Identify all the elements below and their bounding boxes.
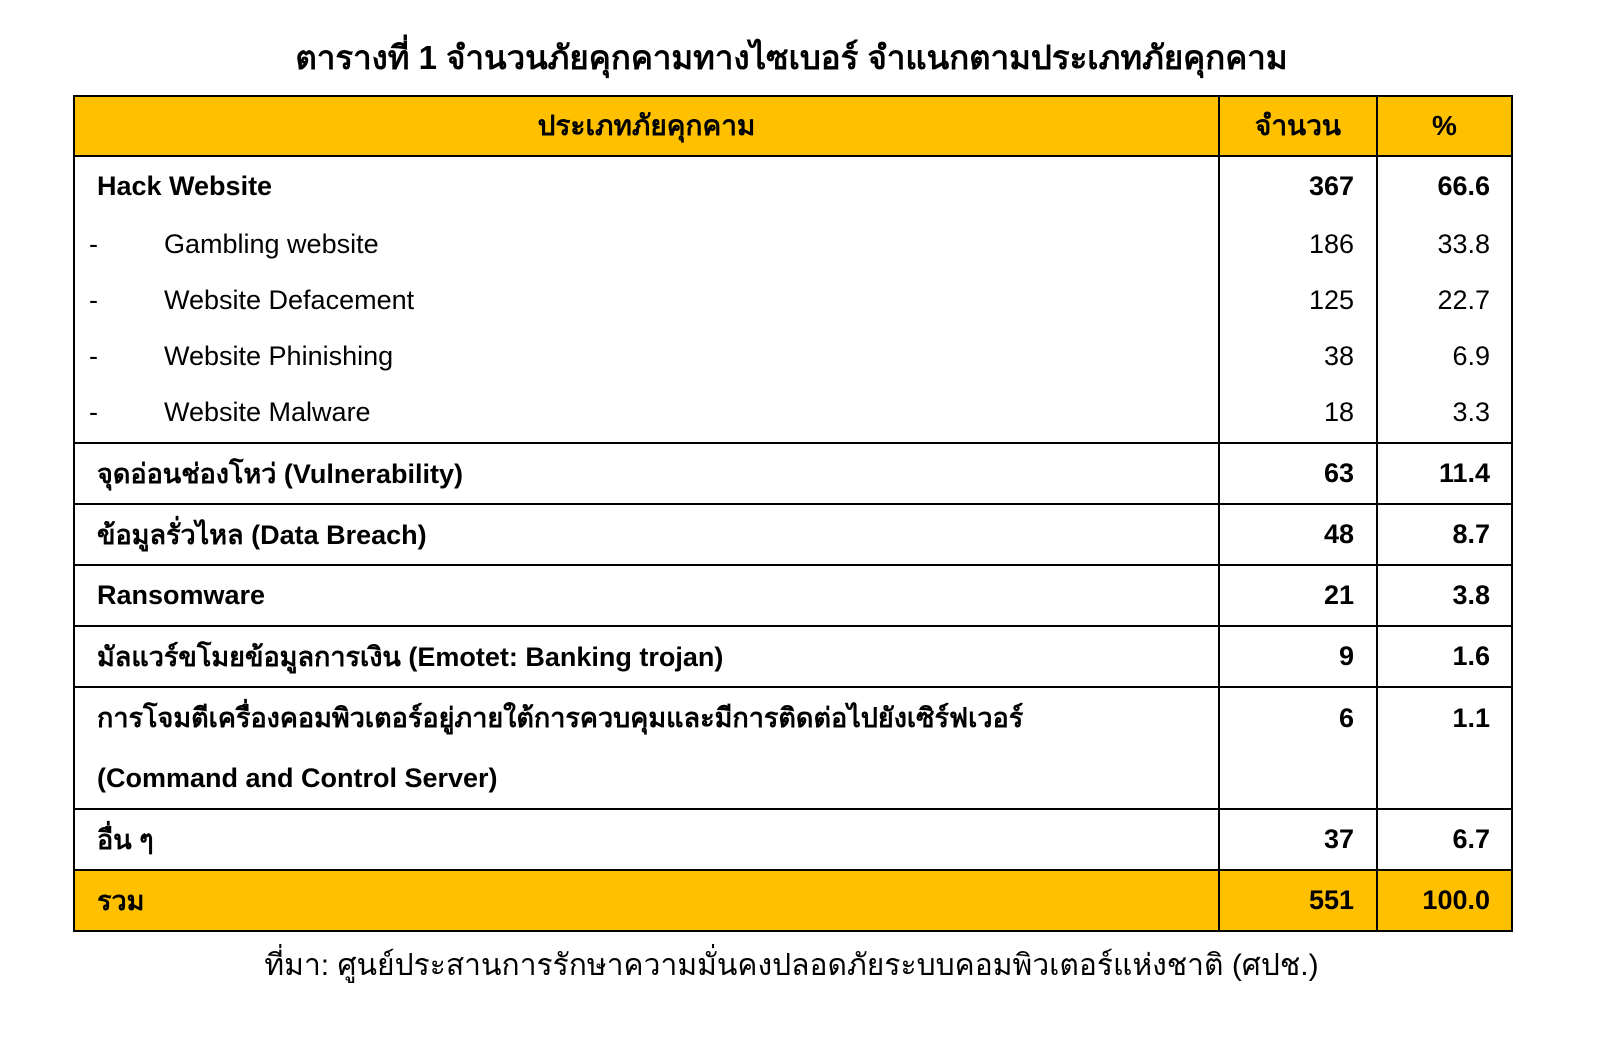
- row-count: 21: [1219, 565, 1377, 626]
- bullet-dash: -: [89, 228, 98, 259]
- row-count: 6: [1219, 687, 1377, 809]
- row-percent: 33.8: [1377, 216, 1512, 272]
- table-title: ตารางที่ 1 จำนวนภัยคุกคามทางไซเบอร์ จำแนกตามประเภทภัยคุกคาม: [295, 39, 1288, 76]
- row-count: 125: [1219, 272, 1377, 328]
- row-count: 63: [1219, 443, 1377, 504]
- total-count: 551: [1219, 870, 1377, 931]
- bullet-dash: -: [89, 284, 98, 315]
- total-row: [74, 870, 1512, 931]
- row-percent: 11.4: [1377, 443, 1512, 504]
- row-label: อื่น ๆ: [74, 809, 1219, 870]
- header-threat-type: ประเภทภัยคุกคาม: [74, 96, 1219, 156]
- threat-table: [73, 95, 1513, 932]
- row-label: จุดอ่อนช่องโหว่ (Vulnerability): [74, 443, 1219, 504]
- subrow-label: Website Phinishing: [164, 340, 394, 371]
- row-count: 38: [1219, 328, 1377, 384]
- row-count: 186: [1219, 216, 1377, 272]
- table-subrow: [74, 328, 1512, 384]
- table-row: [74, 809, 1512, 870]
- table-row: [74, 626, 1512, 687]
- row-label-line-1: การโจมตีเครื่องคอมพิวเตอร์อยู่ภายใต้การควบคุมและมีการติดต่อไปยังเซิร์ฟเวอร์: [97, 703, 1024, 733]
- table-row: [74, 156, 1512, 216]
- row-percent: 1.1: [1377, 687, 1512, 809]
- row-percent: 3.3: [1377, 384, 1512, 443]
- row-count: 18: [1219, 384, 1377, 443]
- total-percent: 100.0: [1377, 870, 1512, 931]
- table-subrow: [74, 272, 1512, 328]
- row-label: ข้อมูลรั่วไหล (Data Breach): [74, 504, 1219, 565]
- row-percent: 6.7: [1377, 809, 1512, 870]
- row-count: 37: [1219, 809, 1377, 870]
- subrow-label-cell: [74, 384, 1219, 443]
- row-percent: 1.6: [1377, 626, 1512, 687]
- row-count: 9: [1219, 626, 1377, 687]
- table-row: [74, 504, 1512, 565]
- row-percent: 22.7: [1377, 272, 1512, 328]
- bullet-dash: -: [89, 340, 98, 371]
- subrow-label: Gambling website: [164, 228, 379, 259]
- subrow-label-cell: [74, 216, 1219, 272]
- header-percent: %: [1377, 96, 1512, 156]
- row-percent: 3.8: [1377, 565, 1512, 626]
- table-subrow: [74, 216, 1512, 272]
- header-count: จำนวน: [1219, 96, 1377, 156]
- row-percent: 8.7: [1377, 504, 1512, 565]
- table-subrow: [74, 384, 1512, 443]
- row-count: 367: [1219, 156, 1377, 216]
- subrow-label-cell: [74, 272, 1219, 328]
- row-label: มัลแวร์ขโมยข้อมูลการเงิน (Emotet: Banking trojan): [74, 626, 1219, 687]
- subrow-label-cell: [74, 328, 1219, 384]
- row-label: Hack Website: [74, 156, 1219, 216]
- table-row: [74, 687, 1512, 809]
- total-label: รวม: [74, 870, 1219, 931]
- source-note: ที่มา: ศูนย์ประสานการรักษาความมั่นคงปลอดภัยระบบคอมพิวเตอร์แห่งชาติ (ศปช.): [264, 949, 1319, 982]
- row-percent: 66.6: [1377, 156, 1512, 216]
- table-row: [74, 443, 1512, 504]
- row-label: Ransomware: [74, 565, 1219, 626]
- table-row: [74, 565, 1512, 626]
- table-header-row: [74, 96, 1512, 156]
- subrow-label: Website Defacement: [164, 284, 415, 315]
- row-count: 48: [1219, 504, 1377, 565]
- bullet-dash: -: [89, 396, 98, 427]
- row-label-cell: [74, 687, 1219, 809]
- subrow-label: Website Malware: [164, 396, 371, 427]
- row-percent: 6.9: [1377, 328, 1512, 384]
- row-label-line-2: (Command and Control Server): [97, 763, 498, 793]
